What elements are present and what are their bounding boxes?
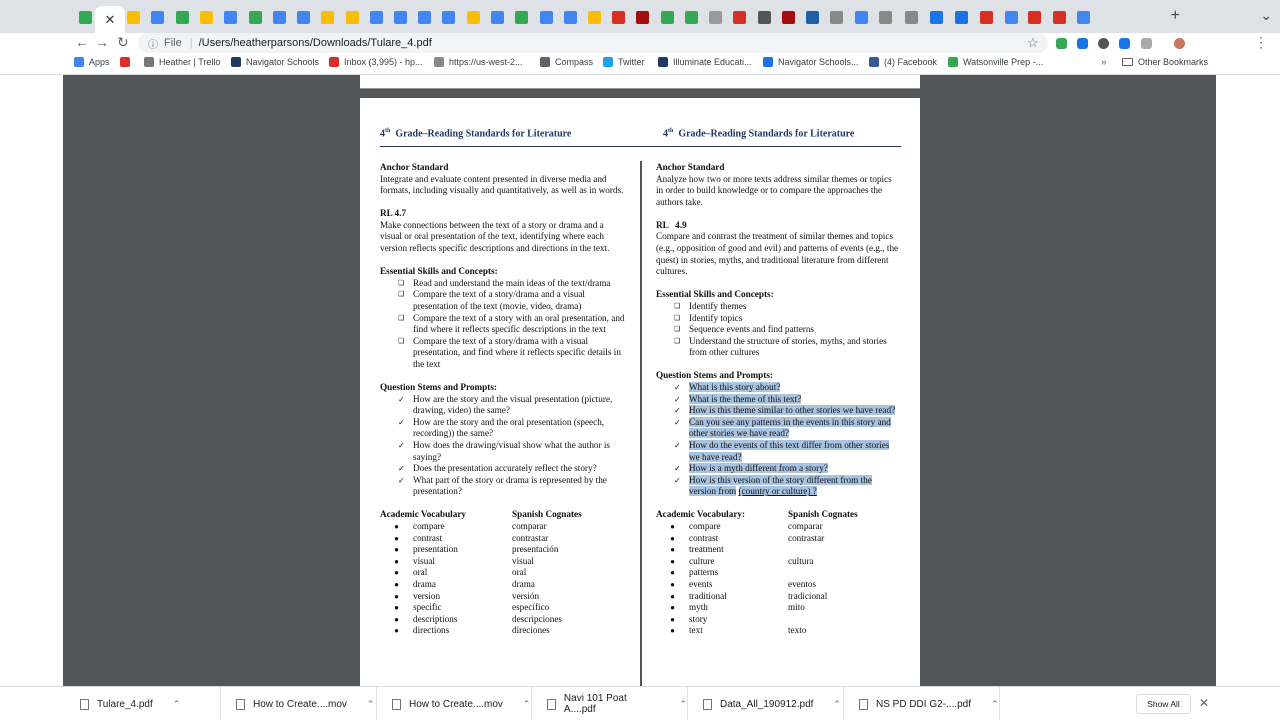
bullet-icon: ● [670,533,675,543]
browser-tab[interactable] [1048,6,1070,28]
omnibox-separator: | [189,37,193,49]
browser-tab[interactable] [535,6,557,28]
bookmark-item[interactable] [763,57,859,67]
vocab-term: story [689,613,708,624]
bookmark-item[interactable] [74,57,110,67]
file-icon [392,699,401,710]
tab-favicon-icon [249,11,262,24]
vocab-term: compare [413,521,445,532]
tab-favicon-icon [879,11,892,24]
tab-favicon-icon [321,11,334,24]
browser-tab[interactable] [728,6,750,28]
file-icon [547,699,556,710]
stems-heading: Question Stems and Prompts: [656,370,773,381]
bookmark-label: https://us-west-2... [449,57,523,67]
bullet-icon: ● [394,591,399,601]
browser-tab[interactable] [559,6,581,28]
vocab-term: descriptions [413,613,458,624]
tab-favicon-icon [855,11,868,24]
download-filename: How to Create....mov [409,698,503,710]
browser-tab[interactable] [389,6,411,28]
bookmark-favicon-icon [74,57,84,67]
tab-favicon-icon [79,11,92,24]
skills-list [656,301,901,359]
bullet-icon: ● [670,545,675,555]
tab-favicon-icon [491,11,504,24]
vocab-term: contrast [689,532,719,543]
header-rule [380,146,901,147]
cognate-term: descripciones [512,613,563,624]
tab-favicon-icon [930,11,943,24]
bullet-icon: ● [394,580,399,589]
bullet-icon: ● [670,626,675,636]
active-tab[interactable] [95,6,125,33]
other-bookmarks-label: Other Bookmarks [1138,57,1209,67]
bullet-icon: ● [394,556,399,566]
cognate-term: oral [512,567,527,578]
forward-arrow-icon[interactable]: → [95,34,109,50]
browser-tab[interactable] [607,6,629,28]
cognate-term: texto [788,625,807,636]
left-page-title [380,128,571,139]
stems-list-highlighted[interactable] [656,382,901,498]
bookmark-label: Watsonville Prep -... [963,57,1044,67]
tab-favicon-icon [273,11,286,24]
chevron-up-icon[interactable]: ⌃ [833,698,841,709]
bookmark-item[interactable] [120,57,130,67]
vocab-term: specific [413,602,442,613]
bookmark-favicon-icon [144,57,154,67]
bookmark-item[interactable] [603,57,645,67]
list-item: ❏ Identify topics [689,313,901,325]
browser-tab[interactable] [510,6,532,28]
address-bar[interactable] [138,33,1048,53]
bullet-icon: ● [394,568,399,578]
bullet-icon: ● [394,522,399,532]
pdf-viewer[interactable] [63,75,1216,686]
anchor-heading: Anchor Standard [380,162,449,172]
bookmark-item[interactable] [231,57,319,67]
list-item [689,382,901,394]
tab-favicon-icon [151,11,164,24]
tab-favicon-icon [733,11,746,24]
chevron-up-icon[interactable]: ⌃ [522,698,531,709]
vocab-header [656,509,901,521]
tab-favicon-icon [636,11,649,24]
cognates-heading: Spanish Cognates [788,509,858,520]
browser-tab[interactable] [900,6,922,28]
download-item[interactable] [66,687,221,720]
cognate-term [788,614,901,626]
browser-tab[interactable] [1023,6,1045,28]
cognate-term: comparar [512,521,547,532]
vocab-term: text [689,625,703,636]
pinterest-extension-icon[interactable] [1098,38,1109,49]
browser-tab[interactable] [195,6,217,28]
cognate-term: drama [512,579,535,589]
list-item [689,394,901,406]
chevron-up-icon[interactable]: ⌃ [679,698,687,709]
cognate-term: direciones [512,625,550,636]
bookmark-label: Twitter [618,57,645,67]
bookmark-label: Compass [555,57,594,67]
list-item: ❏ Identify themes [689,301,901,313]
file-icon [859,699,868,710]
list-item: ❏ Sequence events and find patterns [689,324,901,336]
tab-favicon-icon [905,11,918,24]
tab-favicon-icon [661,11,674,24]
browser-tab[interactable] [874,6,896,28]
tab-favicon-icon [394,11,407,24]
tab-favicon-icon [955,11,968,24]
bookmark-item[interactable] [144,57,220,67]
left-title-text: Grade–Reading Standards for Literature [395,128,572,140]
browser-tab[interactable] [462,6,484,28]
browser-tab[interactable] [777,6,799,28]
cognate-term: contrastar [512,532,549,543]
other-bookmarks[interactable] [1122,57,1208,67]
left-column [380,162,625,637]
tab-search-chevron-icon[interactable]: ⌄ [1260,7,1272,23]
tab-favicon-icon [1005,11,1018,24]
tab-favicon-icon [1053,11,1066,24]
list-item [689,417,901,440]
bookmark-favicon-icon [603,57,613,67]
download-filename: Navi 101 Poat A....pdf [563,693,627,715]
bookmark-star-icon[interactable]: ☆ [1027,35,1039,50]
folder-icon [1122,58,1133,66]
cognate-term: comparar [788,521,823,532]
stems-list [380,394,625,498]
bookmark-favicon-icon [329,57,339,67]
browser-toolbar [0,33,1280,53]
download-item[interactable] [222,687,377,720]
bookmarks-overflow-icon[interactable]: » [1101,57,1107,68]
cognate-term: contrastar [788,532,825,543]
file-icon [703,699,712,710]
browser-tab[interactable] [753,6,775,28]
bookmark-favicon-icon [763,57,773,67]
bookmark-label: (4) Facebook [884,57,938,67]
tab-favicon-icon [588,11,601,24]
vocab-table [380,521,625,637]
bookmark-favicon-icon [658,57,668,67]
vocab-term: myth [689,602,708,613]
list-item: ✓ How are the story and the oral presentation (speech, recording)) the same? [413,417,625,440]
bullet-icon: ● [394,603,399,613]
close-tab-icon[interactable]: ✕ [104,11,116,27]
show-all-button[interactable]: Show All [1136,694,1191,714]
browser-tab[interactable] [1072,6,1094,28]
bookmark-favicon-icon [434,57,444,67]
file-scheme-label: File [164,37,182,49]
list-item: ✓ Does the presentation accurately reflect the story? [413,463,625,475]
highlighted-text: How do the events of this text differ from other stories we have read? [689,439,890,462]
tab-favicon-icon [127,11,140,24]
bookmark-favicon-icon [948,57,958,67]
bookmarks-bar [0,53,1280,75]
bullet-icon: ● [670,591,675,601]
browser-tab[interactable] [925,6,947,28]
list-item: ❏ Compare the text of a story with an oral presentation, and find where it reflects specific descriptions in the text [413,313,625,336]
tab-favicon-icon [709,11,722,24]
standard-text: Make connections between the text of a story or drama and a visual or oral presentation of the text, identifying where each version reflects specific descriptions and directions in the text. [380,219,610,254]
browser-tab[interactable] [74,6,96,28]
browser-tab[interactable] [656,6,678,28]
browser-tab[interactable] [975,6,997,28]
tab-favicon-icon [1028,11,1041,24]
reload-icon[interactable]: ↻ [117,34,129,50]
bullet-icon: ● [394,545,399,555]
vocab-heading: Academic Vocabulary: [656,509,746,520]
tab-favicon-icon [1077,11,1090,24]
bookmark-label: Navigator Schools... [778,57,859,67]
bookmark-favicon-icon [540,57,550,67]
list-item: ❏ Compare the text of a story/drama with a visual presentation, and find where it reflects specific details in the text [413,336,625,371]
browser-tab[interactable] [341,6,363,28]
skills-heading: Essential Skills and Concepts: [656,289,774,300]
bullet-icon: ● [670,603,675,613]
cognate-term: eventos [788,579,817,589]
bookmark-label: Navigator Schools [246,57,320,67]
tab-favicon-icon [515,11,528,24]
bullet-icon: ● [670,580,675,589]
right-page-title [663,128,854,139]
tab-favicon-icon [758,11,771,24]
vocab-term: version [413,590,441,601]
browser-tab[interactable] [292,6,314,28]
vocab-heading: Academic Vocabulary [380,509,467,520]
browser-tab[interactable] [850,6,872,28]
vocab-term: oral [413,567,428,578]
list-item: ✓ How does the drawing/visual show what the author is saying? [413,440,625,463]
cognate-term: versión [512,590,540,601]
download-item[interactable] [689,687,844,720]
chevron-up-icon[interactable]: ⌃ [366,698,375,709]
bullet-icon: ● [394,614,399,624]
browser-tab[interactable] [1000,6,1022,28]
right-title-text: Grade–Reading Standards for Literature [678,128,855,140]
download-item[interactable] [533,687,688,720]
download-filename: How to Create....mov [253,698,347,710]
bookmark-favicon-icon [120,57,130,67]
vocab-term: directions [413,625,450,636]
tab-strip [0,0,1280,33]
bookmark-item[interactable] [658,57,752,67]
browser-tab[interactable] [413,6,435,28]
browser-tab[interactable] [268,6,290,28]
vocab-table [656,521,901,637]
browser-tab[interactable] [583,6,605,28]
chevron-up-icon[interactable]: ⌃ [172,698,181,709]
cognate-term: visual [512,555,534,566]
tab-favicon-icon [224,11,237,24]
download-filename: Tulare_4.pdf [97,698,153,710]
url-text: /Users/heatherparsons/Downloads/Tulare_4.pdf [198,37,432,49]
pdf-page [360,98,920,686]
cognate-term: tradicional [788,590,828,601]
standard-text: Compare and contrast the treatment of similar themes and topics (e.g., opposition of good and evil) and patterns of events (e.g., the quest) in stories, myths, and traditional literature from different cultures. [656,231,899,277]
tab-favicon-icon [564,11,577,24]
cognate-term [788,567,901,579]
bookmark-item[interactable] [948,57,1043,67]
vocab-term: patterns [689,567,719,578]
browser-tab[interactable] [704,6,726,28]
tab-favicon-icon [346,11,359,24]
cognate-term: presentación [512,544,559,555]
bullet-icon: ● [670,614,675,624]
vocab-term: compare [689,521,721,532]
bullet-icon: ● [670,522,675,532]
browser-tab[interactable] [680,6,702,28]
bullet-icon: ● [394,533,399,543]
info-icon[interactable]: ⓘ [148,39,158,51]
vocab-term: traditional [689,590,727,601]
bookmark-label: Apps [89,57,110,67]
bookmark-favicon-icon [869,57,879,67]
cognates-heading: Spanish Cognates [512,509,582,520]
vocab-term: events [689,579,713,589]
new-tab-button[interactable]: + [1170,7,1180,24]
bookmark-favicon-icon [231,57,241,67]
tab-favicon-icon [467,11,480,24]
extension-icon[interactable] [1077,38,1088,49]
list-item [689,405,901,417]
vocab-term: drama [413,579,436,589]
anchor-text: Analyze how two or more texts address similar themes or topics in order to build knowledge or to compare the approaches the authors take. [656,173,892,207]
column-divider [640,161,642,686]
chevron-up-icon[interactable]: ⌃ [991,698,999,709]
highlighted-text-underlined: (country or culture) ? [738,486,817,497]
skills-list [380,278,625,371]
tab-favicon-icon [612,11,625,24]
stems-heading: Question Stems and Prompts: [380,382,497,392]
menu-kebab-icon[interactable]: ⋮ [1254,34,1268,50]
tab-favicon-icon [200,11,213,24]
bookmark-label: Heather | Trello [159,57,221,67]
cognate-term: cultura [788,555,814,566]
download-filename: Data_All_190912.pdf [720,698,814,710]
browser-tab[interactable] [486,6,508,28]
tab-favicon-icon [297,11,310,24]
bullet-icon: ● [670,568,675,578]
tab-favicon-icon [980,11,993,24]
download-item[interactable] [845,687,1000,720]
highlighted-text: How is this theme similar to other stories we have read? [689,405,896,416]
vocab-term: presentation [413,544,458,555]
list-item [689,440,901,463]
vocab-header [380,509,625,521]
bookmark-item[interactable] [329,57,423,67]
cognate-term: mito [788,602,805,613]
list-item: ❏ Read and understand the main ideas of the text/drama [413,278,625,290]
file-icon [236,699,245,710]
extension-icon[interactable] [1119,38,1130,49]
left-title-grade: 4 [380,128,385,140]
list-item: ✓ What part of the story or drama is represented by the presentation? [413,475,625,498]
bullet-icon: ● [670,556,675,566]
browser-tab[interactable] [437,6,459,28]
profile-avatar[interactable] [1174,38,1185,49]
list-item: ❏ Compare the text of a story/drama and a visual presentation of the text (movie, video, drama) [413,289,625,312]
download-item[interactable] [378,687,532,720]
tab-favicon-icon [830,11,843,24]
close-downloads-icon[interactable]: ✕ [1199,696,1210,710]
browser-tab[interactable] [631,6,653,28]
bookmark-label: Inbox (3,995) - hp... [344,57,423,67]
highlighted-text: How is a myth different from a story? [689,463,828,474]
list-item [689,463,901,475]
evernote-extension-icon[interactable] [1056,38,1067,49]
browser-tab[interactable] [219,6,241,28]
list-item: ❏ Understand the structure of stories, myths, and stories from other cultures [689,336,901,359]
list-item: ✓ How are the story and the visual presentation (picture, drawing, video) the same? [413,394,625,417]
browser-tab[interactable] [950,6,972,28]
browser-tab[interactable] [122,6,144,28]
file-icon [80,699,89,710]
skills-heading: Essential Skills and Concepts: [380,266,498,277]
browser-tab[interactable] [244,6,266,28]
right-column [656,162,901,637]
bookmark-label: Illuminate Educati... [673,57,752,67]
downloads-bar [0,686,1280,720]
vocab-term: culture [689,555,715,566]
vocab-term: visual [413,555,435,566]
left-title-sup: th [385,128,391,134]
tab-favicon-icon [418,11,431,24]
anchor-heading: Anchor Standard [656,162,725,172]
tab-favicon-icon [442,11,455,24]
browser-tab[interactable] [316,6,338,28]
browser-tab[interactable] [146,6,168,28]
highlighted-text: Can you see any patterns in the events in this story and other stories we have read? [689,416,891,439]
back-arrow-icon[interactable]: ← [75,34,89,50]
standard-heading: RL 4.9 [656,219,687,230]
highlighted-text: How is this version of the story different from the version from [689,474,872,497]
tab-favicon-icon [176,11,189,24]
bullet-icon: ● [394,626,399,636]
anchor-text: Integrate and evaluate content presented in diverse media and formats, including visually and quantitatively, as well as in words. [380,173,624,196]
highlighted-text: What is the theme of this text? [689,393,802,404]
standard-heading: RL 4.7 [380,208,407,219]
vocab-term: contrast [413,532,443,543]
list-item [689,475,901,498]
browser-tab[interactable] [171,6,193,28]
previous-page-bottom [360,75,920,89]
right-title-grade: 4 [663,128,668,140]
tab-favicon-icon [806,11,819,24]
browser-tab[interactable] [825,6,847,28]
cognate-term: específico [512,602,550,613]
right-title-sup: th [668,128,674,134]
bookmark-item[interactable] [434,57,523,67]
download-filename: NS PD DDI G2-....pdf [876,698,972,710]
tab-favicon-icon [370,11,383,24]
tab-favicon-icon [685,11,698,24]
cognate-term [788,544,901,556]
vocab-term: treatment [689,544,724,555]
tab-favicon-icon [782,11,795,24]
tab-favicon-icon [540,11,553,24]
browser-tab[interactable] [801,6,823,28]
bookmark-item[interactable] [869,57,937,67]
extension-icon[interactable] [1141,38,1152,49]
bookmark-item[interactable] [540,57,593,67]
highlighted-text: What is this story about? [689,382,781,392]
browser-tab[interactable] [365,6,387,28]
